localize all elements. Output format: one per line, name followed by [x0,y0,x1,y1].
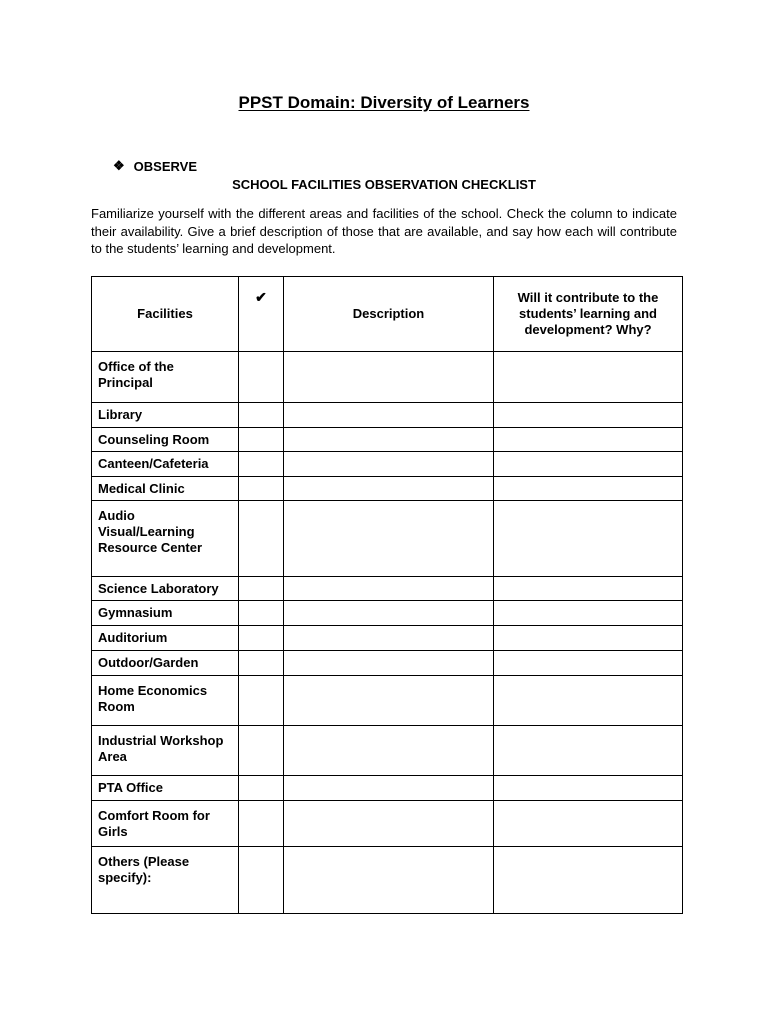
facility-name: Comfort Room for Girls [92,801,239,847]
facilities-checklist-table [91,276,683,914]
observe-heading [113,158,197,174]
table-row [92,626,683,651]
description-cell[interactable] [284,801,494,847]
availability-check-cell[interactable] [239,801,284,847]
contribution-cell[interactable] [494,403,683,428]
description-cell[interactable] [284,352,494,403]
table-row [92,801,683,847]
description-cell[interactable] [284,601,494,626]
table-row [92,452,683,477]
availability-check-cell[interactable] [239,477,284,501]
description-cell[interactable] [284,651,494,676]
table-row [92,477,683,501]
contribution-cell[interactable] [494,651,683,676]
facility-name: Outdoor/Garden [92,651,239,676]
facility-name: PTA Office [92,776,239,801]
table-row [92,601,683,626]
availability-check-cell[interactable] [239,452,284,477]
facility-name: Medical Clinic [92,477,239,501]
facility-name: Library [92,403,239,428]
availability-check-cell[interactable] [239,726,284,776]
contribution-cell[interactable] [494,626,683,651]
description-cell[interactable] [284,452,494,477]
availability-check-cell[interactable] [239,676,284,726]
description-cell[interactable] [284,403,494,428]
facility-name: Home Economics Room [92,676,239,726]
facility-name: Industrial Workshop Area [92,726,239,776]
availability-check-cell[interactable] [239,352,284,403]
availability-check-cell[interactable] [239,601,284,626]
table-row [92,651,683,676]
page-title: PPST Domain: Diversity of Learners [238,93,530,112]
header-contribution: Will it contribute to the students’ learning and development? Why? [494,277,683,352]
observe-label: OBSERVE [133,158,197,174]
contribution-cell[interactable] [494,477,683,501]
description-cell[interactable] [284,501,494,577]
header-check-icon: ✔ [239,277,284,352]
contribution-cell[interactable] [494,726,683,776]
table-row [92,352,683,403]
contribution-cell[interactable] [494,776,683,801]
contribution-cell[interactable] [494,452,683,477]
contribution-cell[interactable] [494,577,683,601]
facility-name: Gymnasium [92,601,239,626]
checklist-subtitle: SCHOOL FACILITIES OBSERVATION CHECKLIST [232,177,536,192]
diamond-bullet-icon: ❖ [113,158,125,173]
description-cell[interactable] [284,626,494,651]
availability-check-cell[interactable] [239,847,284,914]
description-cell[interactable] [284,726,494,776]
description-cell[interactable] [284,428,494,452]
availability-check-cell[interactable] [239,577,284,601]
contribution-cell[interactable] [494,352,683,403]
facility-name: Audio Visual/Learning Resource Center [92,501,239,577]
contribution-cell[interactable] [494,601,683,626]
availability-check-cell[interactable] [239,501,284,577]
facility-name: Others (Please specify): [92,847,239,914]
facility-name: Science Laboratory [92,577,239,601]
header-facilities: Facilities [92,277,239,352]
availability-check-cell[interactable] [239,776,284,801]
contribution-cell[interactable] [494,847,683,914]
facility-name: Counseling Room [92,428,239,452]
table-row [92,676,683,726]
description-cell[interactable] [284,676,494,726]
contribution-cell[interactable] [494,501,683,577]
availability-check-cell[interactable] [239,428,284,452]
description-cell[interactable] [284,577,494,601]
table-header-row [92,277,683,352]
description-cell[interactable] [284,776,494,801]
availability-check-cell[interactable] [239,626,284,651]
instructions-paragraph: Familiarize yourself with the different areas and facilities of the school. Check the column to indicate their availability. Give a brief description of those that are available, and say how each will contribute to the students’ learning and development. [91,206,677,256]
table-row [92,847,683,914]
header-description: Description [284,277,494,352]
table-row [92,577,683,601]
table-row [92,726,683,776]
table-row [92,776,683,801]
availability-check-cell[interactable] [239,651,284,676]
facility-name: Auditorium [92,626,239,651]
facility-name: Office of the Principal [92,352,239,403]
table-row [92,403,683,428]
table-row [92,428,683,452]
contribution-cell[interactable] [494,676,683,726]
description-cell[interactable] [284,477,494,501]
facility-name: Canteen/Cafeteria [92,452,239,477]
availability-check-cell[interactable] [239,403,284,428]
description-cell[interactable] [284,847,494,914]
contribution-cell[interactable] [494,801,683,847]
table-row [92,501,683,577]
contribution-cell[interactable] [494,428,683,452]
